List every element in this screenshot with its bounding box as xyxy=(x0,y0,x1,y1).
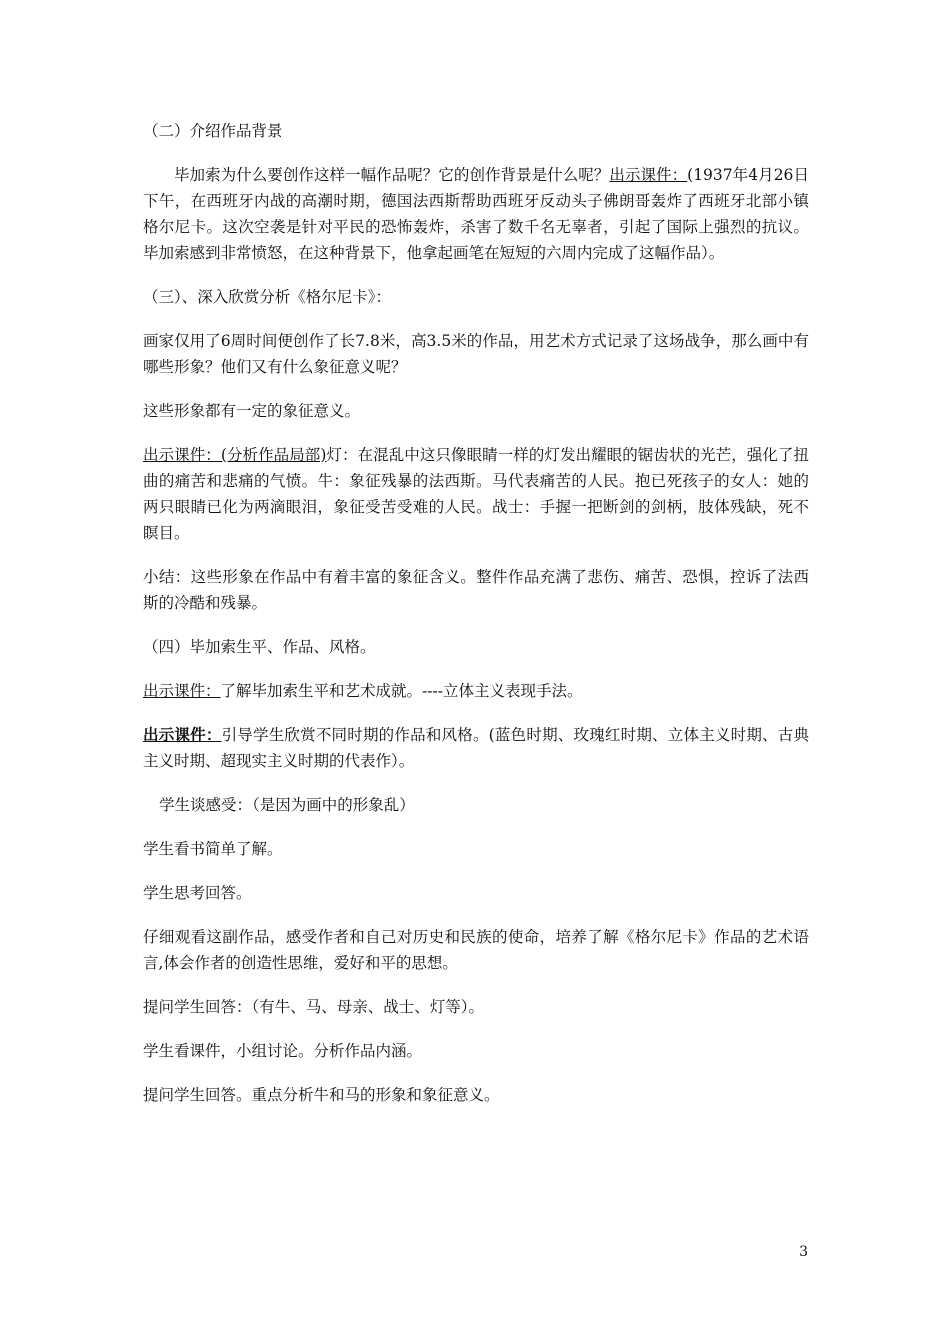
section-4-text-2: 引导学生欣赏不同时期的作品和风格。(蓝色时期、玫瑰红时期、立体主义时期、古典主义时期、超现实主义时期的代表作）。 xyxy=(143,726,809,770)
page-number: 3 xyxy=(799,1244,808,1260)
section-3-paragraph-2: 这些形象都有一定的象征意义。 xyxy=(143,402,361,420)
section-4-paragraph-1 xyxy=(143,678,809,704)
section-3-heading: （三）、深入欣赏分析《格尔尼卡》： xyxy=(143,288,392,306)
courseware-link: 出示课件：(分析作品局部) xyxy=(143,446,327,464)
courseware-link: 出示课件： xyxy=(143,725,222,744)
student-activity-7: 提问学生回答。重点分析牛和马的形象和象征意义。 xyxy=(143,1086,500,1104)
courseware-link: 出示课件： xyxy=(143,682,221,700)
student-activity-2: 学生看书简单了解。 xyxy=(143,840,283,858)
student-activity-5: 提问学生回答：（有牛、马、母亲、战士、灯等）。 xyxy=(143,998,485,1016)
section-4-paragraph-2 xyxy=(143,722,809,774)
student-activity-1: 学生谈感受：（是因为画中的形象乱） xyxy=(159,796,415,814)
section-3-summary: 小结：这些形象在作品中有着丰富的象征含义。整件作品充满了悲伤、痛苦、恐惧，控诉了法西斯的冷酷和残暴。 xyxy=(143,568,809,612)
section-2-heading: （二）介绍作品背景 xyxy=(143,122,283,140)
section-2-paragraph xyxy=(143,162,809,266)
student-activity-3: 学生思考回答。 xyxy=(143,884,252,902)
document-body xyxy=(143,118,809,1126)
section-4-heading: （四）毕加索生平、作品、风格。 xyxy=(143,638,376,656)
student-activity-4: 仔细观看这副作品，感受作者和自己对历史和民族的使命，培养了解《格尔尼卡》作品的艺术语言,体会作者的创造性思维，爱好和平的思想。 xyxy=(143,928,809,972)
section-2-text-b: (1937年4月26日下午，在西班牙内战的高潮时期，德国法西斯帮助西班牙反动头子佛朗哥轰炸了西班牙北部小镇格尔尼卡。这次空袭是针对平民的恐怖轰炸，杀害了数千名无辜者，引起了国际上强烈的抗议。毕加索感到非常愤怒，在这种背景下，他拿起画笔在短短的六周内完成了这幅作品）。 xyxy=(143,166,809,262)
student-activity-6: 学生看课件，小组讨论。分析作品内涵。 xyxy=(143,1042,423,1060)
courseware-link: 出示课件： xyxy=(609,166,688,184)
section-2-text-a: 毕加索为什么要创作这样一幅作品呢？它的创作背景是什么呢？ xyxy=(174,166,610,184)
section-3-paragraph-3 xyxy=(143,442,809,546)
section-4-text-1: 了解毕加索生平和艺术成就。----立体主义表现手法。 xyxy=(220,682,583,700)
section-3-paragraph-1: 画家仅用了6周时间便创作了长7.8米，高3.5米的作品，用艺术方式记录了这场战争，那么画中有哪些形象？他们又有什么象征意义呢？ xyxy=(143,332,809,376)
section-3-text: 灯：在混乱中这只像眼睛一样的灯发出耀眼的锯齿状的光芒，强化了扭曲的痛苦和悲痛的气愤。牛：象征残暴的法西斯。马代表痛苦的人民。抱已死孩子的女人：她的两只眼睛已化为两滴眼泪，象征受苦受难的人民。战士：手握一把断剑的剑柄，肢体残缺，死不瞑目。 xyxy=(143,446,809,542)
